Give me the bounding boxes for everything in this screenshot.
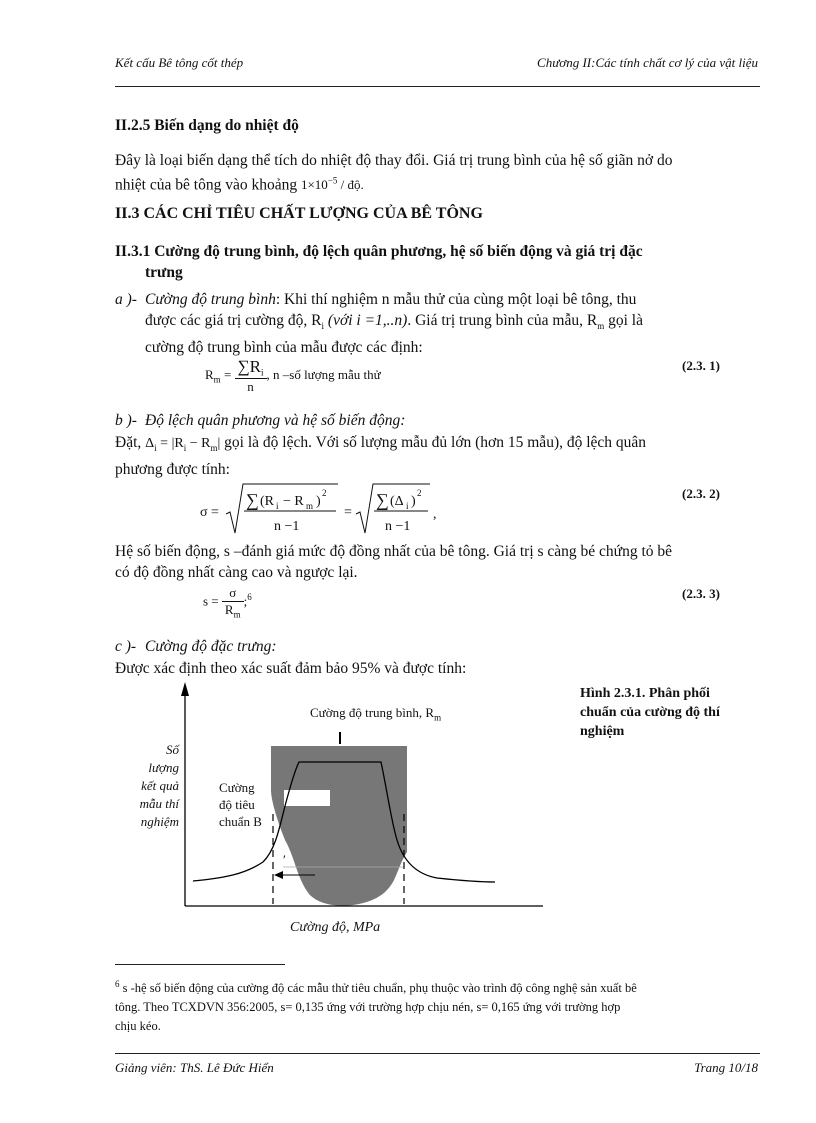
item-c-label: c )- bbox=[115, 638, 137, 655]
svg-text:n −1: n −1 bbox=[385, 519, 411, 534]
equation-2-3-1: $R_m$ = $\frac{\sum R_i}{n}$ , n –số lượng mẫu thử bbox=[205, 357, 381, 394]
y-axis-arrow bbox=[181, 682, 189, 696]
item-b-term: Độ lệch quân phương và hệ số biến động: bbox=[145, 412, 406, 429]
item-b-label: b )- bbox=[115, 412, 137, 429]
x-axis-label: Cường độ, MPa bbox=[290, 920, 381, 935]
item-a-label: a )- bbox=[115, 291, 137, 308]
equation-2-3-2 bbox=[198, 478, 448, 540]
y-axis-label: Số lượng kết quả mẫu thí nghiệm bbox=[139, 742, 179, 829]
equation-number-1: (2.3. 1) bbox=[682, 358, 720, 373]
item-a-text: Cường độ trung bình: Khi thí nghiệm n mẫu thử của cùng một loại bê tông, thu được các giá trị cường độ, $R_i$ (với i =1,..n). Giá trị trung bình của mẫu, $R_m$ gọi là cường độ trung bình của mẫu được các định: bbox=[145, 291, 643, 357]
heading-s231-line2: trưng bbox=[145, 264, 183, 281]
footnote: $^6$ s -hệ số biến động của cường độ các mẫu thử tiêu chuẩn, phụ thuộc vào trình độ công nghệ sản xuất bê tông. Theo TCXDVN 356:2005, s= 0,135 ứng với trường hợp chịu nén, s= 0,165 ứng với trường hợp chịu kéo. bbox=[115, 979, 637, 1034]
header-right: Chương II:Các tính chất cơ lý của vật liệu bbox=[537, 55, 758, 70]
svg-text:): ) bbox=[411, 494, 416, 509]
equation-number-3: (2.3. 3) bbox=[682, 586, 720, 601]
equation-number-2: (2.3. 2) bbox=[682, 486, 720, 501]
item-c-text: Được xác định theo xác suất đảm bảo 95% và được tính: bbox=[115, 660, 467, 677]
item-c-term: Cường độ đặc trưng: bbox=[145, 638, 277, 655]
header-left: Kết cấu Bê tông cốt thép bbox=[115, 55, 244, 70]
label-patch bbox=[284, 790, 330, 806]
svg-text:i: i bbox=[406, 501, 409, 511]
svg-text:∑: ∑ bbox=[376, 490, 389, 510]
standard-strength-label: Cường độ tiêu chuẩn B bbox=[219, 780, 262, 829]
svg-text:(R: (R bbox=[260, 494, 274, 509]
heading-s225: II.2.5 Biến dạng do nhiệt độ bbox=[115, 117, 299, 134]
svg-text:(Δ: (Δ bbox=[390, 494, 404, 509]
svg-text:,: , bbox=[433, 507, 437, 522]
svg-text:2: 2 bbox=[417, 488, 422, 498]
svg-text:∑: ∑ bbox=[246, 490, 259, 510]
svg-text:i: i bbox=[276, 501, 279, 511]
equation-2-3-3: s = $\frac{\sigma}{R_m}$ ;$^6$ bbox=[203, 585, 252, 620]
footer-rule bbox=[115, 1053, 760, 1054]
svg-text:ʹ: ʹ bbox=[283, 852, 286, 867]
footnote-rule bbox=[115, 964, 285, 965]
svg-text:− R: − R bbox=[283, 494, 304, 509]
svg-text:2: 2 bbox=[322, 488, 327, 498]
mean-label: Cường độ trung bình, $R_m$ bbox=[310, 705, 442, 723]
footer-left: Giảng viên: ThS. Lê Đức Hiển bbox=[115, 1060, 274, 1075]
footer-right: Trang 10/18 bbox=[694, 1060, 758, 1075]
header-rule bbox=[115, 86, 760, 87]
s225-line1: Đây là loại biến dạng thể tích do nhiệt độ thay đổi. Giá trị trung bình của hệ số giãn nở do bbox=[115, 152, 673, 169]
svg-text:n −1: n −1 bbox=[274, 519, 300, 534]
s225-line2: nhiệt của bê tông vào khoảng $1\times 10^{-5}$ / độ. bbox=[115, 176, 364, 194]
heading-s231-line1: II.3.1 Cường độ trung bình, độ lệch quân phương, hệ số biến động và giá trị đặc bbox=[115, 243, 643, 260]
figure-caption: Hình 2.3.1. Phân phối chuẩn của cường độ thí nghiệm bbox=[580, 686, 720, 739]
heading-s23: II.3 CÁC CHỈ TIÊU CHẤT LƯỢNG CỦA BÊ TÔNG bbox=[115, 205, 483, 222]
svg-text:=: = bbox=[344, 505, 352, 520]
item-b-text: Đặt, $\Delta_i = |R_i - R_m|$ gọi là độ lệch. Với số lượng mẫu đủ lớn (hơn 15 mẫu), độ lệch quân phương được tính: bbox=[115, 434, 647, 478]
mean-region-shape bbox=[271, 746, 407, 906]
paragraph-s: Hệ số biến động, s –đánh giá mức độ đồng nhất của bê tông. Giá trị s càng bé chứng tỏ bê có độ đồng nhất càng cao và ngược lại. bbox=[115, 543, 673, 581]
svg-text:): ) bbox=[316, 494, 321, 509]
svg-text:m: m bbox=[306, 501, 314, 511]
paragraph-s225 bbox=[115, 150, 765, 195]
svg-text:σ =: σ = bbox=[200, 505, 219, 520]
